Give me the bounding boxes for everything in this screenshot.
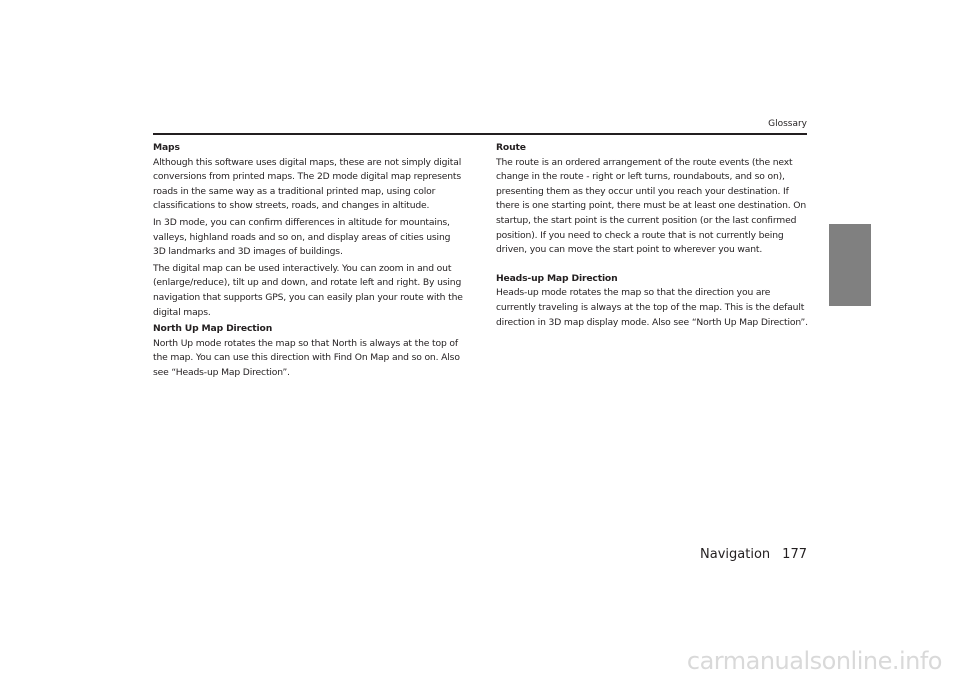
entry-paragraph: The digital map can be used interactively. You can zoom in and out (enlarge/reduce), tilt up and down, and rotate left and right. By using navigation that supports GPS, you can easily plan your route with the digital maps. [153, 262, 463, 318]
section-header-label: Glossary [768, 119, 807, 129]
right-column [496, 141, 808, 332]
entry-spacer [496, 260, 808, 272]
entry-paragraph: Although this software uses digital maps, these are not simply digital conversions from printed maps. The 2D mode digital map represents roads in the same way as a traditional printed map, using color classifications to show streets, roads, and changes in altitude. [153, 156, 462, 212]
entry-paragraph: The route is an ordered arrangement of the route events (the next change in the route - right or left turns, roundabouts, and so on), presenting them as they occur until you reach your destination. If there is one starting point, there must be at least one destination. On startup, the start point is the current position (or the last confirmed position). If you need to check a route that is not currently being driven, you can move the start point to wherever you want. [496, 156, 807, 256]
watermark: carmanualsonline.info [686, 647, 942, 675]
glossary-entry-north-up [153, 322, 463, 380]
glossary-entry-heads-up [496, 272, 808, 330]
left-column [153, 141, 463, 383]
entry-paragraph: Heads-up mode rotates the map so that the direction you are currently traveling is always at the top of the map. This is the default direction in 3D map display mode. Also see “North Up Map Direction”. [496, 287, 808, 328]
entry-title: Heads-up Map Direction [496, 272, 618, 284]
glossary-entry-maps [153, 141, 463, 320]
page-number: 177 [782, 547, 807, 562]
entry-title: Route [496, 142, 526, 153]
page-footer [700, 547, 807, 562]
header-rule [153, 133, 807, 135]
footer-section-name: Navigation [700, 547, 771, 562]
entry-paragraph: In 3D mode, you can confirm differences in altitude for mountains, valleys, highland roads and so on, and display areas of cities using 3D landmarks and 3D images of buildings. [153, 216, 451, 258]
entry-title: North Up Map Direction [153, 323, 273, 335]
chapter-side-tab [829, 224, 871, 306]
entry-title: Maps [153, 142, 180, 153]
entry-paragraph: North Up mode rotates the map so that North is always at the top of the map. You can use this direction with Find On Map and so on. Also see “Heads-up Map Direction”. [153, 337, 460, 378]
glossary-entry-route [496, 141, 808, 258]
